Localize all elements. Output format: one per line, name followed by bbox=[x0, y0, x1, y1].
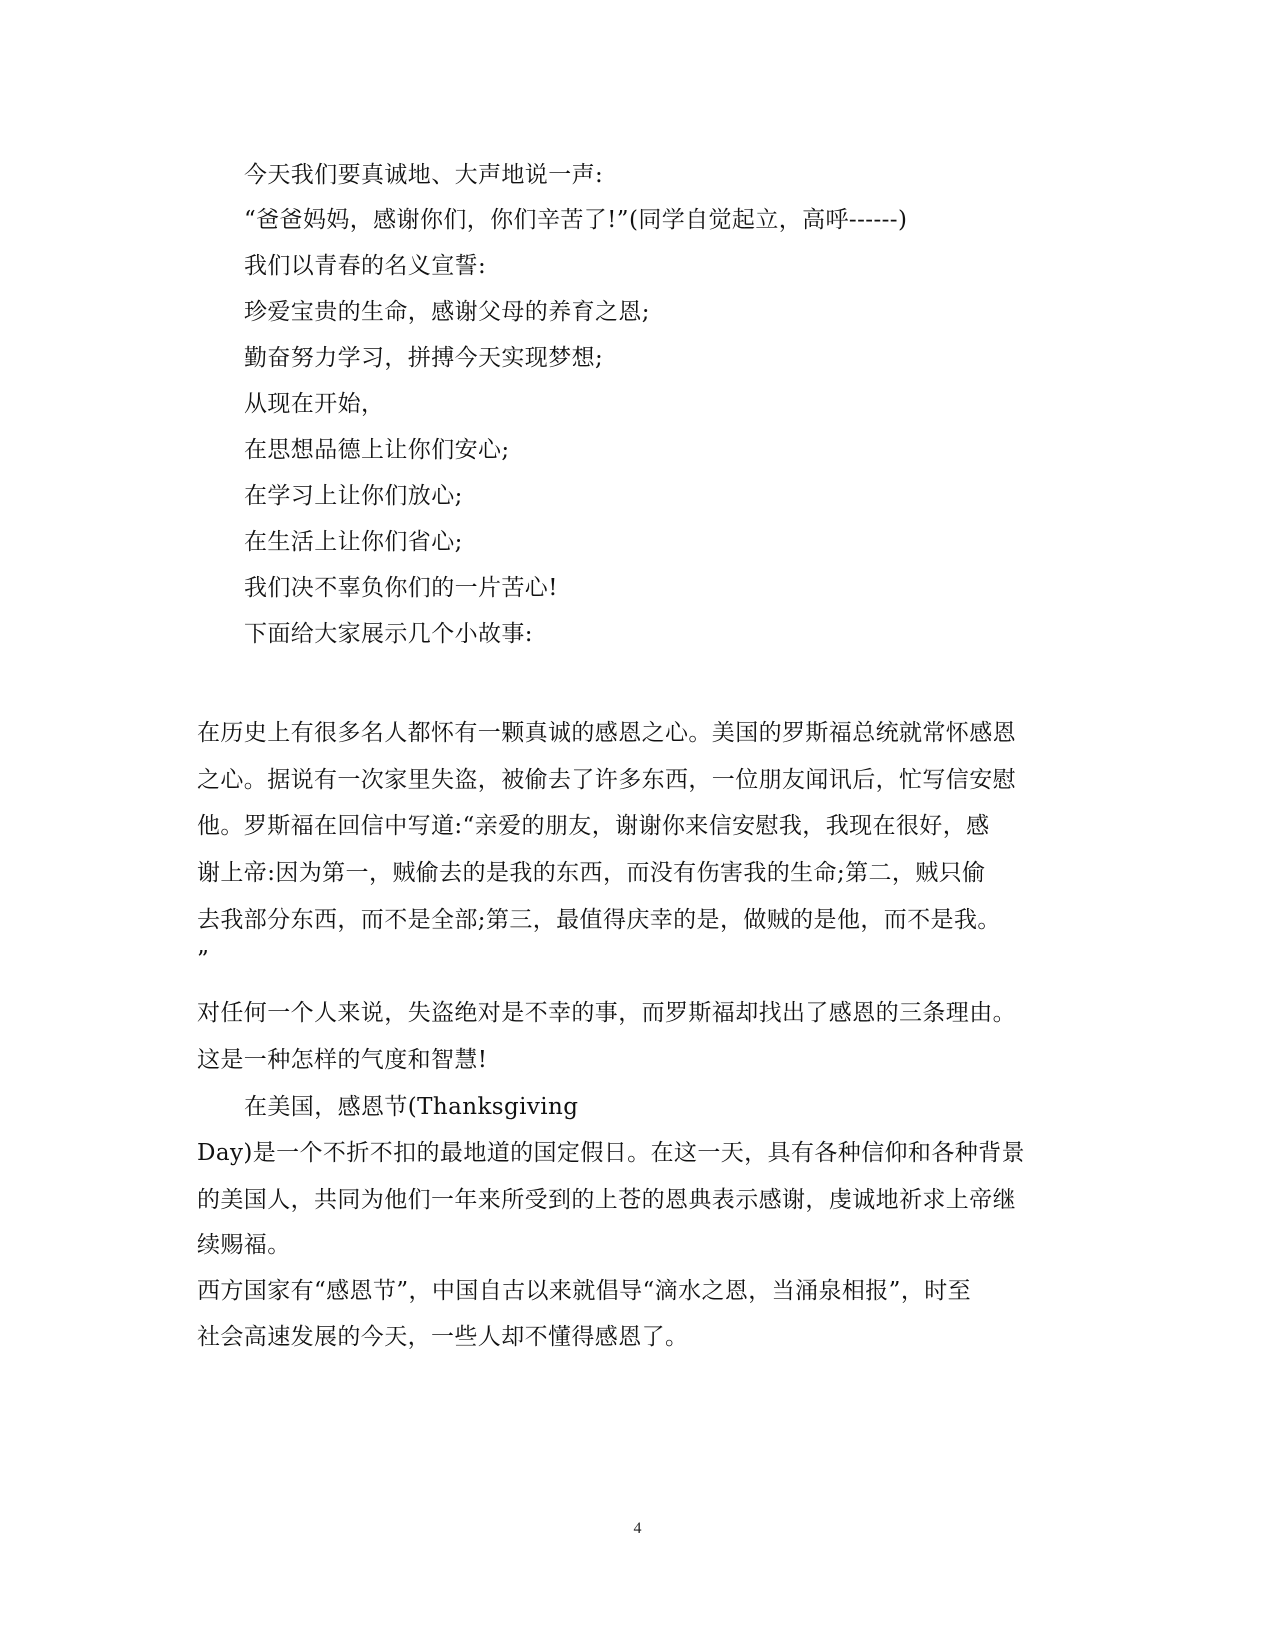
story-line: 谢上帝:因为第一，贼偷去的是我的东西，而没有伤害我的生命;第二，贼只偷 bbox=[197, 860, 986, 886]
thanksgiving-line: 的美国人，共同为他们一年来所受到的上苍的恩典表示感谢，虔诚地祈求上帝继 bbox=[197, 1187, 1016, 1213]
thanksgiving-line: Day)是一个不折不扣的最地道的国定假日。在这一天，具有各种信仰和各种背景 bbox=[197, 1140, 1025, 1166]
speech-line: 在思想品德上让你们安心; bbox=[244, 437, 510, 463]
reflection-line: 对任何一个人来说，失盗绝对是不幸的事，而罗斯福却找出了感恩的三条理由。 bbox=[197, 1000, 1016, 1026]
speech-line: 我们决不辜负你们的一片苦心! bbox=[244, 575, 558, 601]
speech-line: “爸爸妈妈，感谢你们，你们辛苦了!”(同学自觉起立，高呼------) bbox=[244, 207, 908, 233]
speech-line: 我们以青春的名义宣誓: bbox=[244, 253, 487, 279]
speech-line: 在学习上让你们放心; bbox=[244, 483, 463, 509]
speech-line: 从现在开始， bbox=[244, 391, 385, 417]
thanksgiving-line: 在美国，感恩节(Thanksgiving bbox=[244, 1094, 579, 1120]
east-west-line: 社会高速发展的今天，一些人却不懂得感恩了。 bbox=[197, 1324, 689, 1350]
east-west-line: 西方国家有“感恩节”，中国自古以来就倡导“滴水之恩，当涌泉相报”，时至 bbox=[197, 1278, 972, 1304]
speech-line: 今天我们要真诚地、大声地说一声: bbox=[244, 162, 604, 188]
speech-line: 勤奋努力学习，拼搏今天实现梦想; bbox=[244, 345, 604, 371]
story-line: 之心。据说有一次家里失盗，被偷去了许多东西，一位朋友闻讯后，忙写信安慰 bbox=[197, 767, 1016, 793]
speech-line: 在生活上让你们省心; bbox=[244, 529, 463, 555]
story-line: 他。罗斯福在回信中写道:“亲爱的朋友，谢谢你来信安慰我，我现在很好，感 bbox=[197, 813, 990, 839]
story-line: ” bbox=[197, 947, 210, 973]
speech-line: 下面给大家展示几个小故事: bbox=[244, 621, 533, 647]
story-line: 在历史上有很多名人都怀有一颗真诚的感恩之心。美国的罗斯福总统就常怀感恩 bbox=[197, 720, 1016, 746]
reflection-line: 这是一种怎样的气度和智慧! bbox=[197, 1047, 488, 1073]
page-number: 4 bbox=[633, 1520, 642, 1537]
thanksgiving-line: 续赐福。 bbox=[197, 1232, 291, 1258]
story-line: 去我部分东西，而不是全部;第三，最值得庆幸的是，做贼的是他，而不是我。 bbox=[197, 907, 1001, 933]
speech-line: 珍爱宝贵的生命，感谢父母的养育之恩; bbox=[244, 299, 650, 325]
